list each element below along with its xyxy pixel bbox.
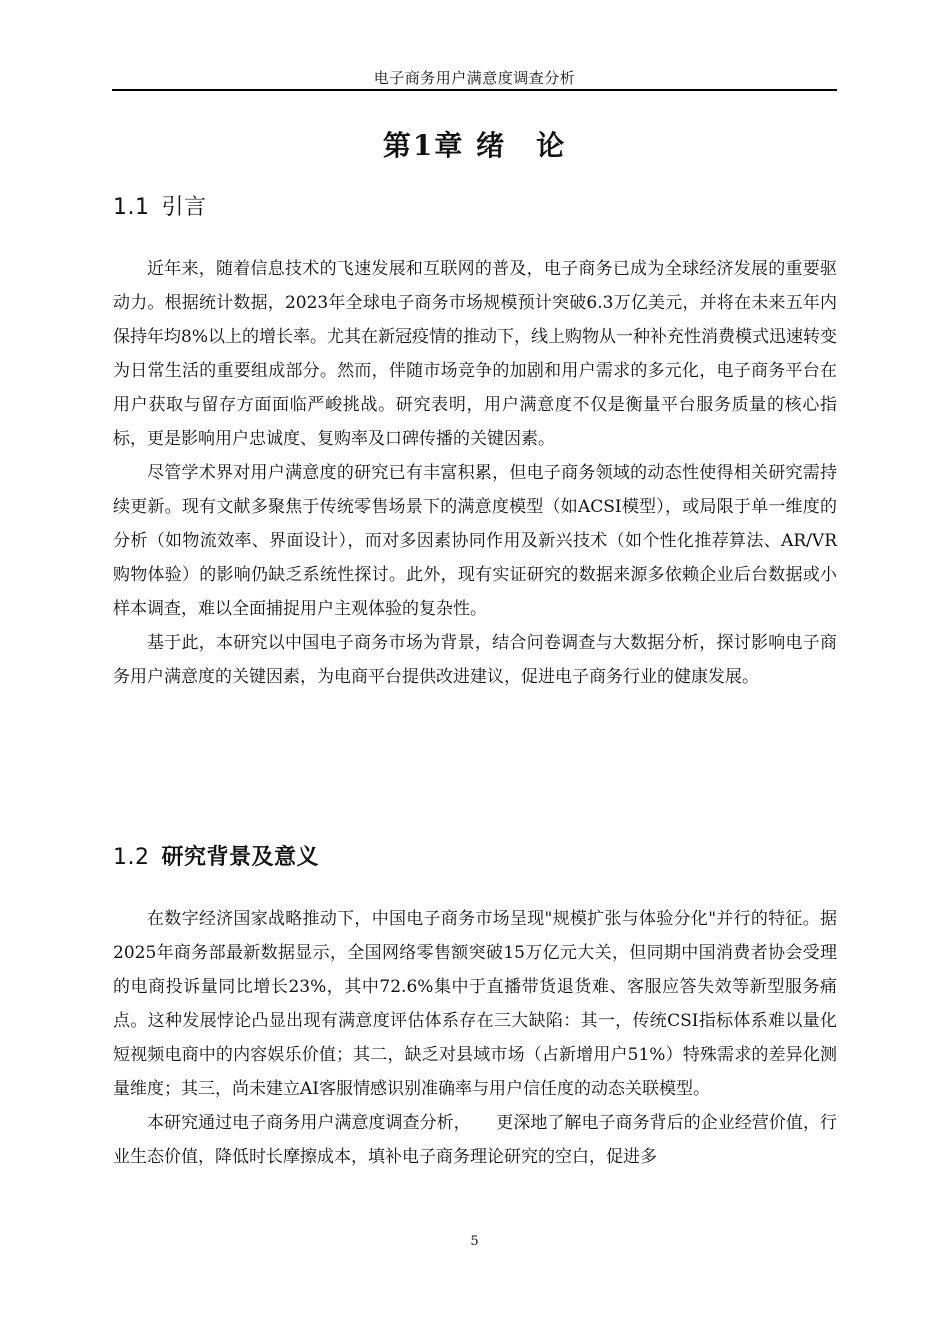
paragraph: 近年来，随着信息技术的飞速发展和互联网的普及，电子商务已成为全球经济发展的重要驱动力。根据统计数据，2023年全球电子商务市场规模预计突破6.3万亿美元，并将在未来五年内保持年均8%以上的增长率。尤其在新冠疫情的推动下，线上购物从一种补充性消费模式迅速转变为日常生活的重要组成部分。然而，伴随市场竞争的加剧和用户需求的多元化，电子商务平台在用户获取与留存方面面临严峻挑战。研究表明，用户满意度不仅是衡量平台服务质量的核心指标，更是影响用户忠诚度、复购率及口碑传播的关键因素。	[113, 259, 837, 449]
header-rule	[112, 89, 837, 91]
section-heading-background	[113, 842, 319, 874]
paragraph: 基于此，本研究以中国电子商务市场为背景，结合问卷调查与大数据分析，探讨影响电子商务用户满意度的关键因素，为电商平台提供改进建议，促进电子商务行业的健康发展。	[113, 633, 837, 687]
running-header: 电子商务用户满意度调查分析	[373, 69, 576, 87]
paragraph: 在数字经济国家战略推动下，中国电子商务市场呈现"规模扩张与体验分化"并行的特征。据2025年商务部最新数据显示，全国网络零售额突破15万亿元大关，但同期中国消费者协会受理的电商投诉量同比增长23%，其中72.6%集中于直播带货退货难、客服应答失效等新型服务痛点。这种发展悖论凸显出现有满意度评估体系存在三大缺陷：其一，传统CSI指标体系难以量化短视频电商中的内容娱乐价值；其二，缺乏对县域市场（占新增用户51%）特殊需求的差异化测量维度；其三，尚未建立AI客服情感识别准确率与用户信任度的动态关联模型。	[113, 909, 837, 1099]
section-body-background	[113, 902, 837, 1174]
section-number: 1.2	[113, 845, 150, 870]
paragraph: 尽管学术界对用户满意度的研究已有丰富积累，但电子商务领域的动态性使得相关研究需持续更新。现有文献多聚焦于传统零售场景下的满意度模型（如ACSI模型），或局限于单一维度的分析（如物流效率、界面设计），而对多因素协同作用及新兴技术（如个性化推荐算法、AR/VR购物体验）的影响仍缺乏系统性探讨。此外，现有实证研究的数据来源多依赖企业后台数据或小样本调查，难以全面捕捉用户主观体验的复杂性。	[113, 463, 837, 619]
section-title-text: 引言	[161, 195, 207, 220]
page-number: 5	[470, 1234, 479, 1249]
paragraph: 本研究通过电子商务用户满意度调查分析， 更深地了解电子商务背后的企业经营价值，行业生态价值，降低时长摩擦成本，填补电子商务理论研究的空白，促进多	[113, 1113, 837, 1167]
section-number: 1.1	[113, 195, 150, 220]
section-heading-introduction	[113, 192, 207, 224]
section-body-introduction	[113, 252, 837, 694]
section-title-text: 研究背景及意义	[161, 845, 320, 870]
chapter-title: 第1章 绪 论	[382, 129, 567, 162]
